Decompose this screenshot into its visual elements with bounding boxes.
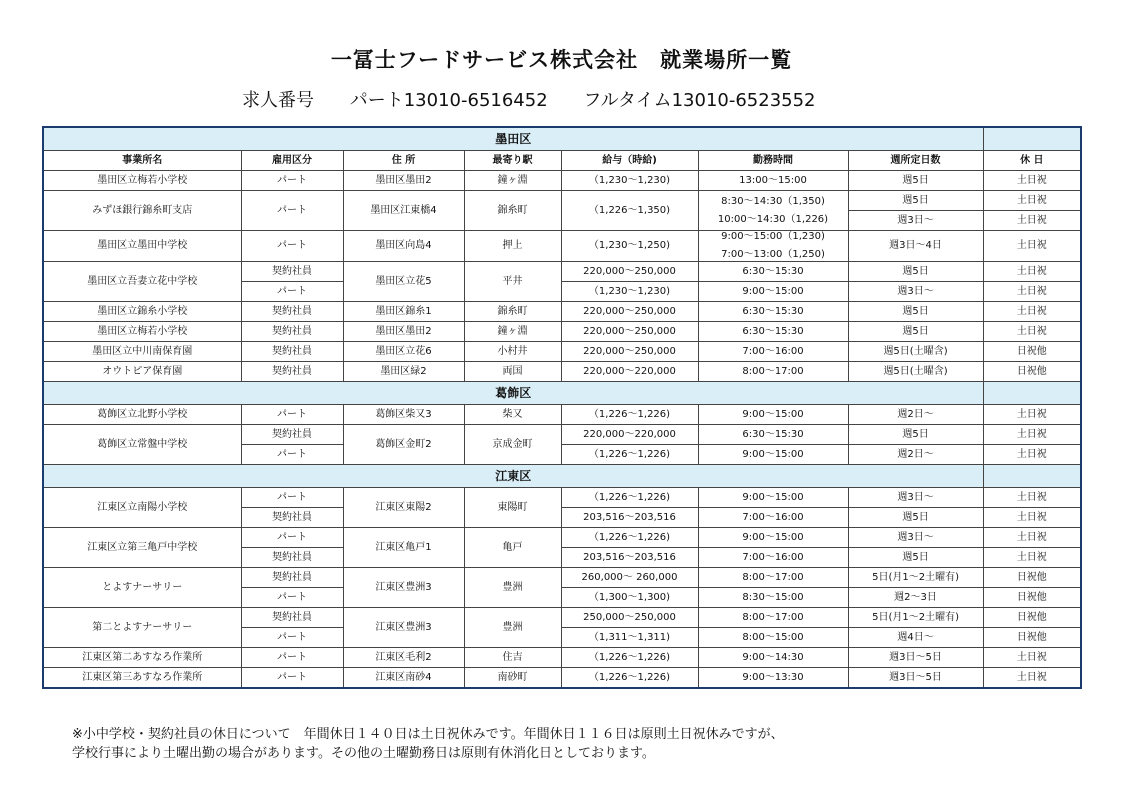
holiday: 土日祝 [983,528,1081,548]
days: 週5日 [848,171,983,191]
pay: （1,300～1,300) [561,588,698,608]
address: 墨田区立花6 [343,342,464,362]
table-row [43,608,1081,628]
address: 墨田区向島4 [343,231,464,262]
days: 週5日(土曜含) [848,342,983,362]
job-number-label: 求人番号 [242,90,314,111]
header-station: 最寄り駅 [464,151,561,171]
holiday: 日祝他 [983,608,1081,628]
pay: （1,226～1,226) [561,668,698,689]
holiday: 土日祝 [983,648,1081,668]
holiday: 土日祝 [983,548,1081,568]
workplace-name: 墨田区立墨田中学校 [43,231,241,262]
pay: 220,000～250,000 [561,322,698,342]
header-days: 週所定日数 [848,151,983,171]
table-row [43,322,1081,342]
employment-type: 契約社員 [241,508,343,528]
header-name: 事業所名 [43,151,241,171]
days: 週5日 [848,425,983,445]
pay: （1,230～1,230) [561,171,698,191]
address: 葛飾区柴又3 [343,405,464,425]
table-row [43,528,1081,548]
hours: 9:00～13:30 [698,668,848,689]
employment-type: 契約社員 [241,548,343,568]
workplace-name: 墨田区立錦糸小学校 [43,302,241,322]
employment-type: パート [241,668,343,689]
pay: （1,226～1,226) [561,528,698,548]
station: 住吉 [464,648,561,668]
days: 週3日～ [848,488,983,508]
hours: 7:00～16:00 [698,548,848,568]
pay: （1,226～1,350) [561,191,698,231]
address: 墨田区立花5 [343,262,464,302]
table-row [43,488,1081,508]
days: 週5日 [848,262,983,282]
table-row [43,405,1081,425]
hours-line: 7:00～13:00（1,250) [721,249,825,260]
station: 錦糸町 [464,191,561,231]
days: 週3日～5日 [848,648,983,668]
employment-type: パート [241,648,343,668]
pay: （1,226～1,226) [561,488,698,508]
header-holiday: 休 日 [983,151,1081,171]
station: 小村井 [464,342,561,362]
pay: 260,000～ 260,000 [561,568,698,588]
days: 週3日～4日 [848,231,983,262]
days: 週3日～ [848,211,983,231]
holiday: 土日祝 [983,231,1081,262]
station: 京成金町 [464,425,561,465]
employment-type: 契約社員 [241,608,343,628]
employment-type: 契約社員 [241,342,343,362]
holiday: 土日祝 [983,262,1081,282]
pay: 220,000～220,000 [561,362,698,382]
workplace-name: 第二とよすナーサリー [43,608,241,648]
pay: （1,230～1,250) [561,231,698,262]
section-label-sumida: 墨田区 [43,127,983,151]
holiday: 日祝他 [983,342,1081,362]
footnote [72,725,784,763]
workplace-name: 葛飾区立北野小学校 [43,405,241,425]
employment-type: 契約社員 [241,262,343,282]
workplace-name: 墨田区立吾妻立花中学校 [43,262,241,302]
job-number-part: パート13010-6516452 [349,90,548,111]
holiday: 日祝他 [983,628,1081,648]
address: 江東区豊洲3 [343,608,464,648]
hours: 8:30～15:00 [698,588,848,608]
table-row [43,425,1081,445]
holiday: 土日祝 [983,211,1081,231]
employment-type: パート [241,191,343,231]
pay: 220,000～250,000 [561,302,698,322]
holiday: 土日祝 [983,282,1081,302]
hours: 9:00～15:00 [698,528,848,548]
header-type: 雇用区分 [241,151,343,171]
pay: （1,230～1,230) [561,282,698,302]
hours: 8:00～17:00 [698,608,848,628]
station: 亀戸 [464,528,561,568]
workplace-name: 江東区立第三亀戸中学校 [43,528,241,568]
section-row [43,465,1081,488]
hours: 9:00～15:00 [698,488,848,508]
station: 平井 [464,262,561,302]
hours: 7:00～16:00 [698,342,848,362]
hours: 6:30～15:30 [698,302,848,322]
station: 両国 [464,362,561,382]
hours: 9:00～15:00 [698,445,848,465]
workplace-name: 葛飾区立常盤中学校 [43,425,241,465]
address: 江東区豊洲3 [343,568,464,608]
holiday: 土日祝 [983,445,1081,465]
employment-type: パート [241,528,343,548]
employment-type: パート [241,282,343,302]
hours: 6:30～15:30 [698,322,848,342]
days: 週5日 [848,322,983,342]
hours: 13:00～15:00 [698,171,848,191]
employment-type: パート [241,231,343,262]
table-row [43,262,1081,282]
section-row [43,382,1081,405]
pay: 220,000～250,000 [561,342,698,362]
hours [698,231,848,262]
pay: 203,516～203,516 [561,508,698,528]
hours: 9:00～14:30 [698,648,848,668]
employment-type: 契約社員 [241,322,343,342]
hours: 7:00～16:00 [698,508,848,528]
hours: 8:00～17:00 [698,362,848,382]
days: 週5日 [848,302,983,322]
table-row [43,171,1081,191]
workplace-name: オウトピア保育園 [43,362,241,382]
station: 豊洲 [464,568,561,608]
workplace-table [42,126,1082,689]
days: 週5日 [848,508,983,528]
employment-type: 契約社員 [241,425,343,445]
workplace-name: 江東区立南陽小学校 [43,488,241,528]
page-title: 一冨士フードサービス株式会社 就業場所一覧 [330,48,793,72]
address: 墨田区墨田2 [343,322,464,342]
footnote-line: 学校行事により土曜出勤の場合があります。その他の土曜勤務日は原則有休消化日としております。 [72,746,655,761]
hours-line: 10:00～14:30（1,226) [717,213,829,225]
hours-line: 8:30～14:30（1,350) [721,195,825,207]
table-row [43,231,1081,262]
table-row [43,362,1081,382]
employment-type: パート [241,628,343,648]
workplace-name: 墨田区立中川南保育園 [43,342,241,362]
station: 豊洲 [464,608,561,648]
address: 墨田区江東橋4 [343,191,464,231]
employment-type: パート [241,171,343,191]
pay: （1,226～1,226) [561,648,698,668]
holiday: 土日祝 [983,322,1081,342]
address: 江東区南砂4 [343,668,464,689]
workplace-name: みずほ銀行錦糸町支店 [43,191,241,231]
days: 週4日～ [848,628,983,648]
workplace-name: 江東区第三あすなろ作業所 [43,668,241,689]
address: 江東区毛利2 [343,648,464,668]
employment-type: 契約社員 [241,302,343,322]
table-row [43,191,1081,211]
workplace-name: 江東区第二あすなろ作業所 [43,648,241,668]
hours: 6:30～15:30 [698,262,848,282]
days: 週2日～ [848,445,983,465]
days: 週3日～ [848,528,983,548]
address: 江東区東陽2 [343,488,464,528]
header-pay: 給与（時給) [561,151,698,171]
table-row [43,648,1081,668]
days: 週5日(土曜含) [848,362,983,382]
holiday: 日祝他 [983,568,1081,588]
station: 押上 [464,231,561,262]
footnote-line: ※小中学校・契約社員の休日について 年間休日１４０日は土日祝休みです。年間休日１１６日は原則土日祝休みですが、 [72,727,784,742]
hours: 8:00～15:00 [698,628,848,648]
header-address: 住 所 [343,151,464,171]
hours: 8:00～17:00 [698,568,848,588]
holiday: 土日祝 [983,668,1081,689]
pay: 203,516～203,516 [561,548,698,568]
employment-type: パート [241,588,343,608]
table-row [43,568,1081,588]
holiday: 土日祝 [983,488,1081,508]
holiday: 土日祝 [983,405,1081,425]
holiday: 土日祝 [983,191,1081,211]
section-row [43,127,1081,151]
hours-line: 9:00～15:00（1,230) [721,231,825,242]
station: 柴又 [464,405,561,425]
address: 葛飾区金町2 [343,425,464,465]
section-label-koto: 江東区 [43,465,983,488]
table-row [43,342,1081,362]
station: 東陽町 [464,488,561,528]
days: 5日(月1～2土曜有) [848,568,983,588]
pay: 220,000～220,000 [561,425,698,445]
employment-type: 契約社員 [241,362,343,382]
days: 週3日～5日 [848,668,983,689]
days: 週2日～ [848,405,983,425]
section-label-katsushika: 葛飾区 [43,382,983,405]
holiday: 土日祝 [983,425,1081,445]
header-hours: 勤務時間 [698,151,848,171]
address: 墨田区緑2 [343,362,464,382]
holiday: 日祝他 [983,588,1081,608]
days: 週2～3日 [848,588,983,608]
days: 週5日 [848,191,983,211]
pay: 220,000～250,000 [561,262,698,282]
hours: 6:30～15:30 [698,425,848,445]
days: 週5日 [848,548,983,568]
days: 週3日～ [848,282,983,302]
table-row [43,668,1081,689]
job-number-full: フルタイム13010-6523552 [583,90,816,111]
address: 墨田区錦糸1 [343,302,464,322]
workplace-name: とよすナーサリー [43,568,241,608]
days: 5日(月1～2土曜有) [848,608,983,628]
job-number-line [242,86,846,112]
station: 南砂町 [464,668,561,689]
workplace-name: 墨田区立梅若小学校 [43,322,241,342]
pay: （1,226～1,226) [561,445,698,465]
station: 錦糸町 [464,302,561,322]
pay: （1,226～1,226) [561,405,698,425]
employment-type: パート [241,488,343,508]
employment-type: 契約社員 [241,568,343,588]
address: 江東区亀戸1 [343,528,464,568]
station: 鐘ヶ淵 [464,322,561,342]
station: 鐘ヶ淵 [464,171,561,191]
header-row [43,151,1081,171]
table-row [43,302,1081,322]
pay: （1,311～1,311) [561,628,698,648]
holiday: 土日祝 [983,302,1081,322]
holiday: 日祝他 [983,362,1081,382]
pay: 250,000～250,000 [561,608,698,628]
address: 墨田区墨田2 [343,171,464,191]
hours [698,191,848,231]
holiday: 土日祝 [983,171,1081,191]
employment-type: パート [241,445,343,465]
hours: 9:00～15:00 [698,405,848,425]
holiday: 土日祝 [983,508,1081,528]
employment-type: パート [241,405,343,425]
hours: 9:00～15:00 [698,282,848,302]
workplace-name: 墨田区立梅若小学校 [43,171,241,191]
